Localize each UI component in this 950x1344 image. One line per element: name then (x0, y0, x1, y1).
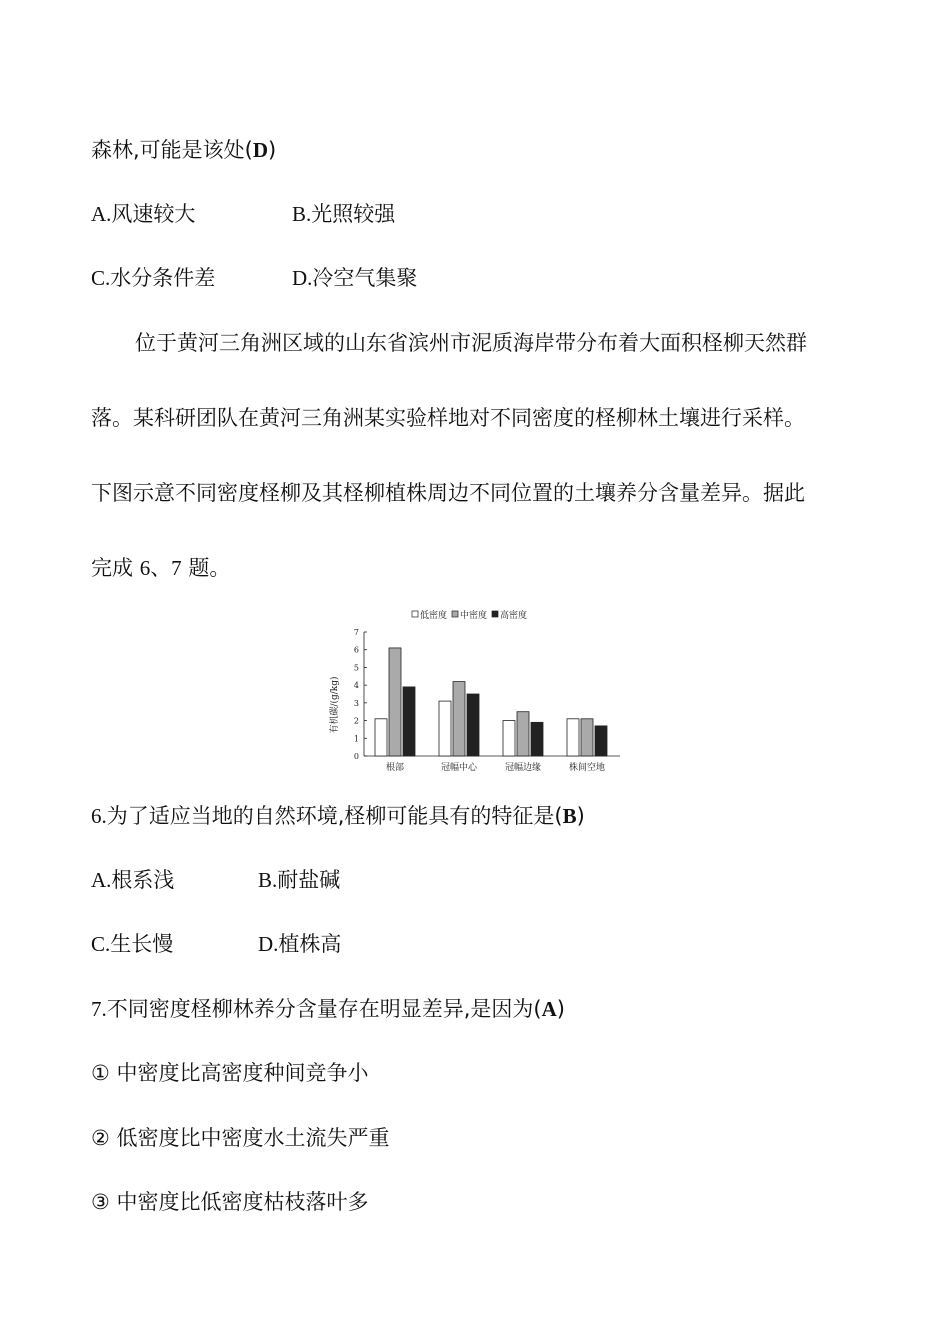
organic-carbon-bar-chart (320, 600, 630, 780)
bar-1-2 (467, 694, 479, 756)
q5-option-a: A.风速较大 (91, 202, 196, 226)
q6-option-d: D.植株高 (258, 932, 342, 956)
legend-label-2: 高密度 (500, 611, 528, 621)
q5-stem-close: ) (268, 138, 277, 162)
chart-legend (412, 609, 527, 621)
q7-item-3: ③ 中密度比低密度枯枝落叶多 (91, 1190, 369, 1214)
bar-1-1 (453, 682, 465, 756)
bar-0-1 (389, 648, 401, 756)
bar-1-0 (439, 701, 451, 756)
legend-swatch-0 (412, 611, 418, 617)
chart-x-labels (386, 761, 605, 773)
bar-2-0 (503, 721, 515, 756)
legend-label-1: 中密度 (460, 611, 488, 621)
q5-stem-text: 森林,可能是该处( (91, 138, 253, 162)
q6-option-a: A.根系浅 (91, 868, 175, 892)
bar-2-1 (517, 712, 529, 756)
legend-swatch-2 (492, 611, 498, 617)
y-tick-label: 4 (353, 681, 359, 691)
q5-option-b: B.光照较强 (292, 202, 396, 226)
bar-0-2 (403, 687, 415, 756)
legend-label-0: 低密度 (420, 611, 448, 621)
x-tick-label-2: 冠幅边缘 (504, 763, 542, 773)
q6-stem: 6.为了适应当地的自然环境,柽柳可能具有的特征是(B) (91, 804, 585, 828)
y-tick-label: 2 (353, 716, 359, 726)
q7-item-2: ② 低密度比中密度水土流失严重 (91, 1126, 390, 1150)
y-tick-label: 6 (353, 645, 359, 655)
bar-0-0 (375, 719, 387, 756)
bar-3-0 (567, 719, 579, 756)
passage-line-4: 完成 6、7 题。 (91, 556, 231, 580)
passage-line-3: 下图示意不同密度柽柳及其柽柳植株周边不同位置的土壤养分含量差异。据此 (91, 481, 805, 505)
passage-line-2: 落。某科研团队在黄河三角洲某实验样地对不同密度的柽柳林土壤进行采样。 (91, 406, 805, 430)
y-tick-label: 7 (353, 628, 359, 637)
q5-option-c: C.水分条件差 (91, 266, 216, 290)
q5-answer: D (252, 138, 269, 162)
legend-swatch-1 (452, 611, 458, 617)
x-tick-label-0: 根部 (385, 763, 405, 773)
y-tick-label: 5 (353, 663, 359, 673)
q5-option-d: D.冷空气集聚 (292, 266, 418, 290)
bar-3-1 (581, 719, 593, 756)
passage-line-1: 位于黄河三角洲区域的山东省滨州市泥质海岸带分布着大面积柽柳天然群 (135, 331, 807, 355)
q6-option-b: B.耐盐碱 (258, 868, 341, 892)
q5-stem (91, 135, 276, 165)
q6-option-c: C.生长慢 (91, 932, 174, 956)
q7-item-1: ① 中密度比高密度种间竞争小 (91, 1061, 369, 1085)
x-tick-label-1: 冠幅中心 (440, 763, 478, 773)
q7-stem: 7.不同密度柽柳林养分含量存在明显差异,是因为(A) (91, 997, 565, 1021)
chart-bars (375, 648, 607, 756)
q7-answer: A (541, 997, 557, 1021)
y-tick-label: 3 (353, 698, 359, 708)
y-tick-label: 0 (353, 752, 359, 761)
q6-answer: B (562, 804, 577, 828)
x-tick-label-3: 株间空地 (568, 763, 606, 773)
bar-2-2 (531, 722, 543, 756)
y-tick-label: 1 (353, 734, 359, 744)
chart-y-axis-label: 有机碳/(g/kg) (330, 676, 340, 734)
bar-3-2 (595, 726, 607, 756)
